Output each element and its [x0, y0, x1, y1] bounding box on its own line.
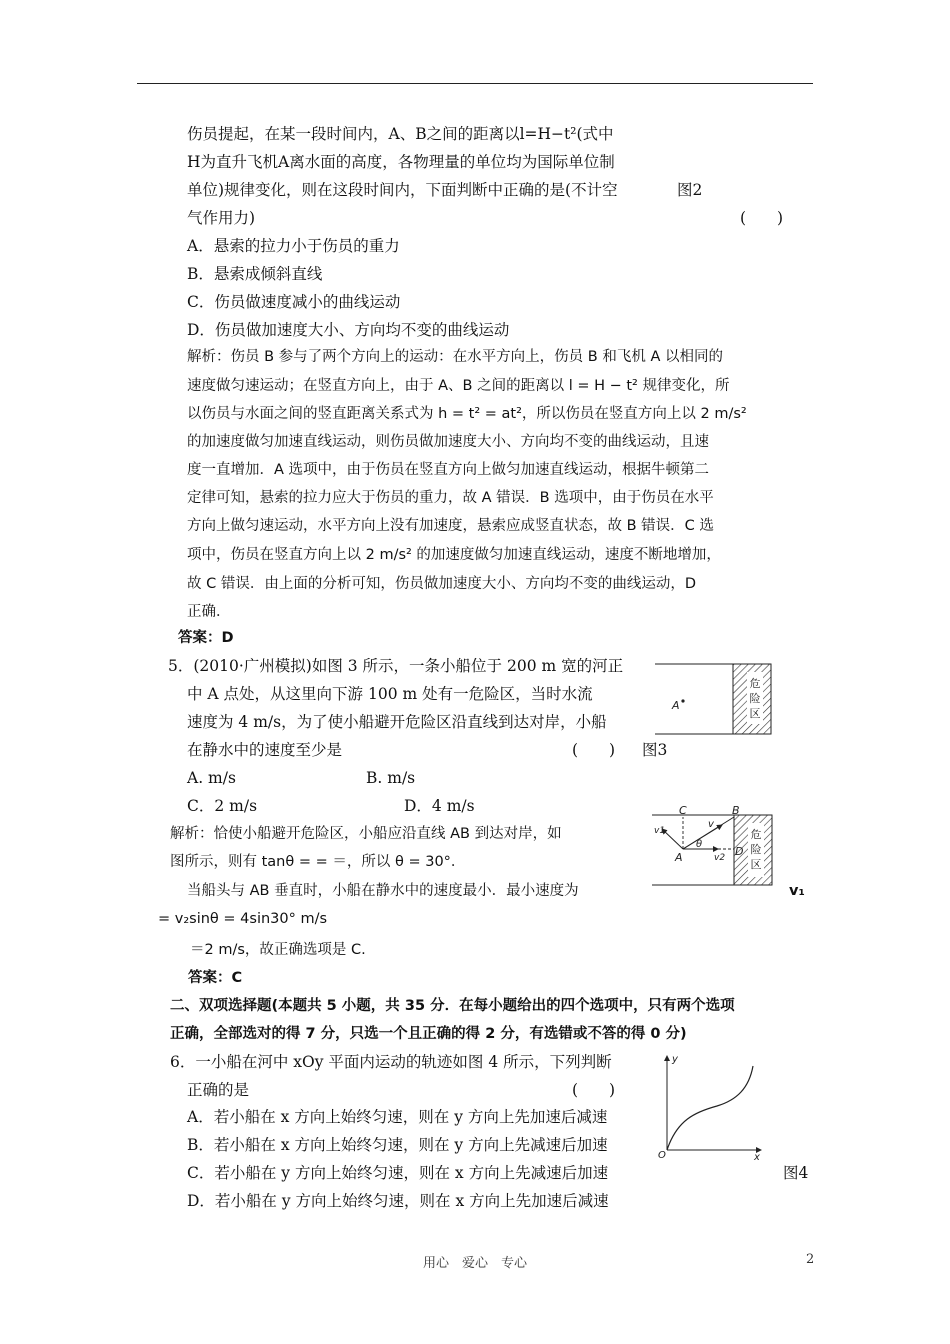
q6-figure-label: 图4: [783, 1164, 809, 1182]
q4-analysis-line-6: 定律可知，悬索的拉力应大于伤员的重力，故 A 错误．B 选项中，由于伤员在水平: [187, 490, 714, 506]
page-number: 2: [806, 1252, 815, 1267]
svg-text:险: 险: [750, 843, 762, 856]
q4-answer-paren: ( ): [740, 209, 784, 227]
q4-analysis-line-7: 方向上做匀速运动，水平方向上没有加速度，悬索应成竖直状态，故 B 错误．C 选: [187, 518, 714, 534]
origin-label: O: [658, 1150, 666, 1160]
footer-slogan: 用心 爱心 专心: [422, 1256, 527, 1271]
q5-figure-label: 图3: [642, 741, 668, 759]
q4-stem-line-1: 伤员提起，在某一段时间内，A、B之间的距离以l=H−t²(式中: [187, 125, 614, 143]
q4-stem-line-4: 气作用力): [187, 209, 256, 227]
trajectory-curve: [667, 1066, 753, 1150]
q5-stem-line-4: 在静水中的速度至少是: [187, 741, 343, 759]
y-axis-label: y: [672, 1054, 678, 1065]
v1-label: v1: [654, 826, 666, 836]
q4-analysis-line-10: 正确．: [187, 604, 231, 620]
header-rule: [137, 83, 813, 84]
q5-analysis-v1: v₁: [789, 883, 805, 899]
q4-analysis-line-1: 解析：伤员 B 参与了两个方向上的运动：在水平方向上，伤员 B 和飞机 A 以相同的: [187, 349, 723, 365]
danger-label-3: 区: [749, 707, 761, 720]
q6-option-b: B．若小船在 x 方向上始终匀速，则在 y 方向上先减速后加速: [187, 1136, 608, 1154]
q5-option-a: A. m/s: [187, 769, 236, 787]
theta-label: θ: [696, 839, 703, 850]
figure-4-trajectory: [655, 1050, 767, 1160]
q4-analysis-line-2: 速度做匀速运动；在竖直方向上，由于 A、B 之间的距离以 l = H − t² 规律变化，所: [187, 378, 730, 394]
q6-option-d: D．若小船在 y 方向上始终匀速，则在 x 方向上先加速后减速: [187, 1192, 609, 1210]
q5-option-c: C．2 m/s: [187, 797, 258, 815]
q4-analysis-line-8: 项中，伤员在竖直方向上以 2 m/s² 的加速度做匀加速直线运动，速度不断地增加，: [187, 547, 721, 563]
section-2-title-line-1: 二、双项选择题(本题共 5 小题，共 35 分．在每小题给出的四个选项中，只有两个选项: [170, 998, 735, 1014]
point-a-label: A: [672, 699, 680, 712]
q5-analysis-line-5: ＝2 m/s，故正确选项是 C.: [190, 942, 366, 958]
point-c-label: C: [679, 804, 687, 817]
svg-text:区: 区: [750, 858, 762, 871]
q4-option-a: A．悬索的拉力小于伤员的重力: [187, 237, 400, 255]
v2-label: v2: [714, 853, 726, 863]
q5-option-b: B. m/s: [366, 769, 416, 787]
q4-analysis-line-9: 故 C 错误．由上面的分析可知，伤员做加速度大小、方向均不变的曲线运动，D: [187, 576, 697, 592]
q5-analysis-line-3: 当船头与 AB 垂直时，小船在静水中的速度最小．最小速度为: [187, 883, 579, 899]
figure-ab-path: [652, 803, 774, 889]
point-a: [681, 699, 684, 702]
svg-text:危: 危: [750, 828, 762, 841]
q4-stem-line-3: 单位)规律变化，则在这段时间内，下面判断中正确的是(不计空: [187, 181, 618, 199]
q4-stem-line-2: H为直升飞机A离水面的高度，各物理量的单位均为国际单位制: [187, 153, 615, 171]
q6-stem-line-1: 6．一小船在河中 xOy 平面内运动的轨迹如图 4 所示，下列判断: [170, 1053, 612, 1071]
q4-analysis-line-5: 度一直增加．A 选项中，由于伤员在竖直方向上做匀加速直线运动，根据牛顿第二: [187, 462, 710, 478]
q5-analysis-line-1: 解析：恰使小船避开危险区，小船应沿直线 AB 到达对岸，如: [170, 826, 562, 842]
q4-analysis-line-3: 以伤员与水面之间的竖直距离关系式为 h = t² = at²，所以伤员在竖直方向上以 2 m/s²: [187, 406, 747, 422]
point-b-label: B: [732, 804, 740, 817]
q5-option-d: D．4 m/s: [404, 797, 475, 815]
q4-analysis-line-4: 的加速度做匀加速直线运动，则伤员做加速度大小、方向均不变的曲线运动，且速: [187, 434, 709, 450]
point-a-label: A: [675, 851, 683, 864]
q5-analysis-line-2: 图所示，则有 tanθ = = ＝，所以 θ = 30°．: [170, 854, 466, 870]
q6-option-c: C．若小船在 y 方向上始终匀速，则在 x 方向上先减速后加速: [187, 1164, 609, 1182]
q5-stem-line-2: 中 A 点处，从这里向下游 100 m 处有一危险区，当时水流: [187, 685, 593, 703]
figure-3-river: [655, 658, 775, 740]
q5-stem-line-1: 5．(2010·广州模拟)如图 3 所示，一条小船位于 200 m 宽的河正: [168, 657, 624, 675]
q5-analysis-line-4: = v₂sinθ = 4sin30° m/s: [158, 911, 328, 927]
danger-label-2: 险: [749, 692, 761, 705]
q4-option-b: B．悬索成倾斜直线: [187, 265, 323, 283]
q6-answer-paren: ( ): [572, 1081, 616, 1099]
q5-answer-paren: ( ): [572, 741, 616, 759]
danger-label-1: 危: [749, 677, 761, 690]
section-2-title-line-2: 正确，全部选对的得 7 分，只选一个且正确的得 2 分，有选错或不答的得 0 分): [170, 1026, 687, 1042]
q4-option-d: D．伤员做加速度大小、方向均不变的曲线运动: [187, 321, 510, 339]
q4-figure-label: 图2: [677, 181, 703, 199]
v-label: v: [708, 819, 714, 830]
q5-stem-line-3: 速度为 4 m/s，为了使小船避开危险区沿直线到达对岸，小船: [187, 713, 607, 731]
q6-stem-line-2: 正确的是: [187, 1081, 250, 1099]
point-d-label: D: [735, 845, 744, 858]
x-axis-label: x: [754, 1152, 760, 1160]
q6-option-a: A．若小船在 x 方向上始终匀速，则在 y 方向上先加速后减速: [187, 1108, 608, 1126]
q5-answer: 答案：C: [188, 970, 243, 986]
q4-option-c: C．伤员做速度减小的曲线运动: [187, 293, 401, 311]
q4-answer: 答案：D: [178, 630, 234, 646]
